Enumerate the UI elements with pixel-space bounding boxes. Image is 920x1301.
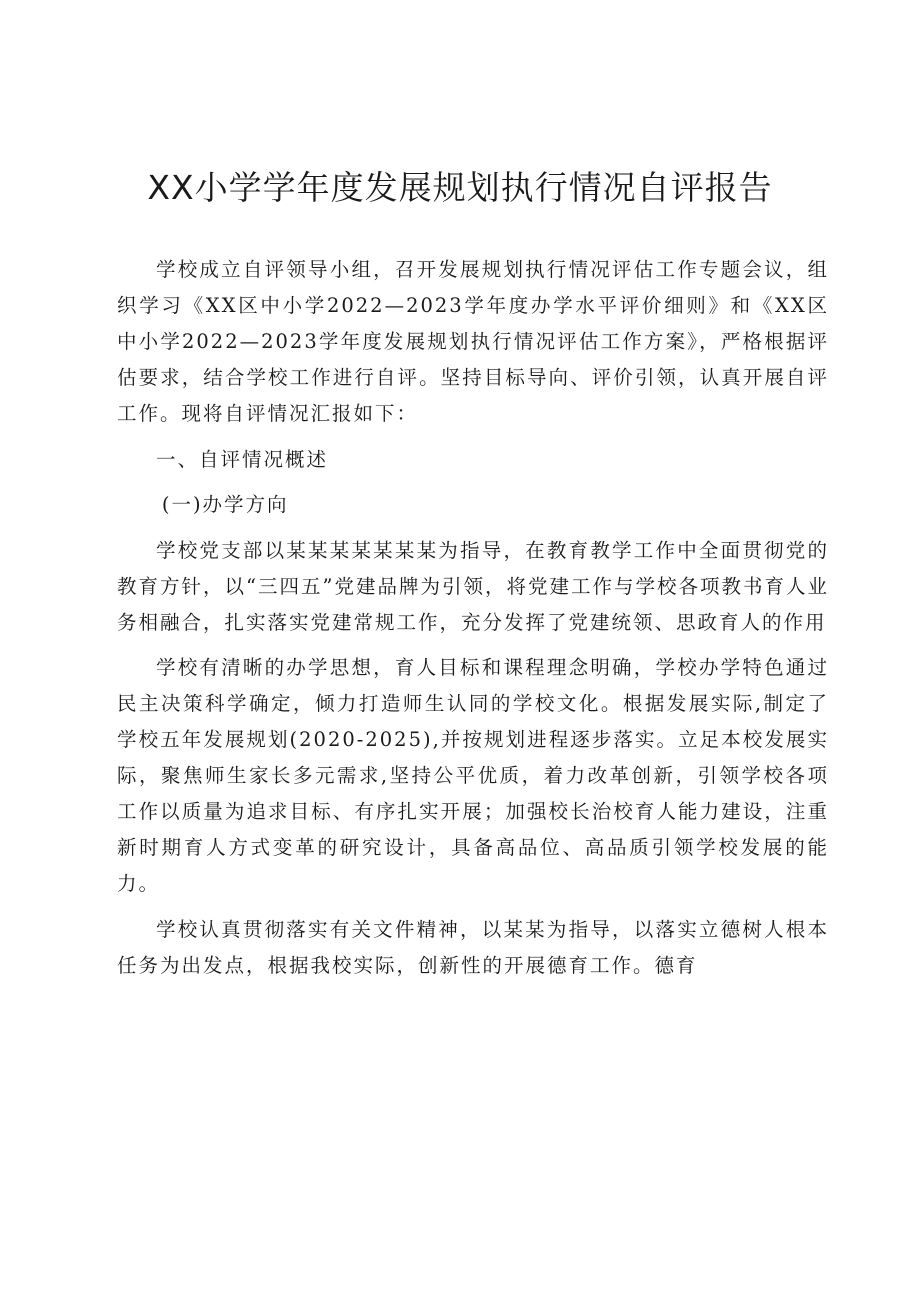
section-heading-1: 一、自评情况概述: [156, 447, 329, 471]
document-body: [117, 252, 829, 993]
body-paragraph-philosophy: 学校有清晰的办学思想，育人目标和课程理念明确，学校办学特色通过民主决策科学确定，倾力打造师生认同的学校文化。根据发展实际,制定了学校五年发展规划(2020-2025),并按规划进程逐步落实。立足本校发展实际，聚焦师生家长多元需求,坚持公平优质，着力改革创新，引领学校各项工作以质量为追求目标、有序扎实开展；加强校长治校育人能力建设，注重新时期育人方式变革的研究设计，具备高品位、高品质引领学校发展的能力。: [117, 656, 829, 895]
body-paragraph-moral-education: 学校认真贯彻落实有关文件精神，以某某为指导，以落实立德树人根本任务为出发点，根据我校实际，创新性的开展德育工作。德育: [117, 917, 829, 977]
body-paragraph-party: 学校党支部以某某某某某某某为指导，在教育教学工作中全面贯彻党的教育方针，以“三四五”党建品牌为引领，将党建工作与学校各项教书育人业务相融合，扎实落实党建常规工作，充分发挥了党建统领、思政育人的作用: [117, 538, 829, 634]
intro-paragraph: 学校成立自评领导小组，召开发展规划执行情况评估工作专题会议，组织学习《XX区中小学2022—2023学年度办学水平评价细则》和《XX区中小学2022—2023学年度发展规划执行情况评估工作方案》，严格根据评估要求，结合学校工作进行自评。坚持目标导向、评价引领，认真开展自评工作。现将自评情况汇报如下：: [117, 258, 829, 425]
document-title: XX小学学年度发展规划执行情况自评报告: [147, 168, 773, 207]
subsection-heading-1: (一)办学方向: [161, 493, 289, 516]
